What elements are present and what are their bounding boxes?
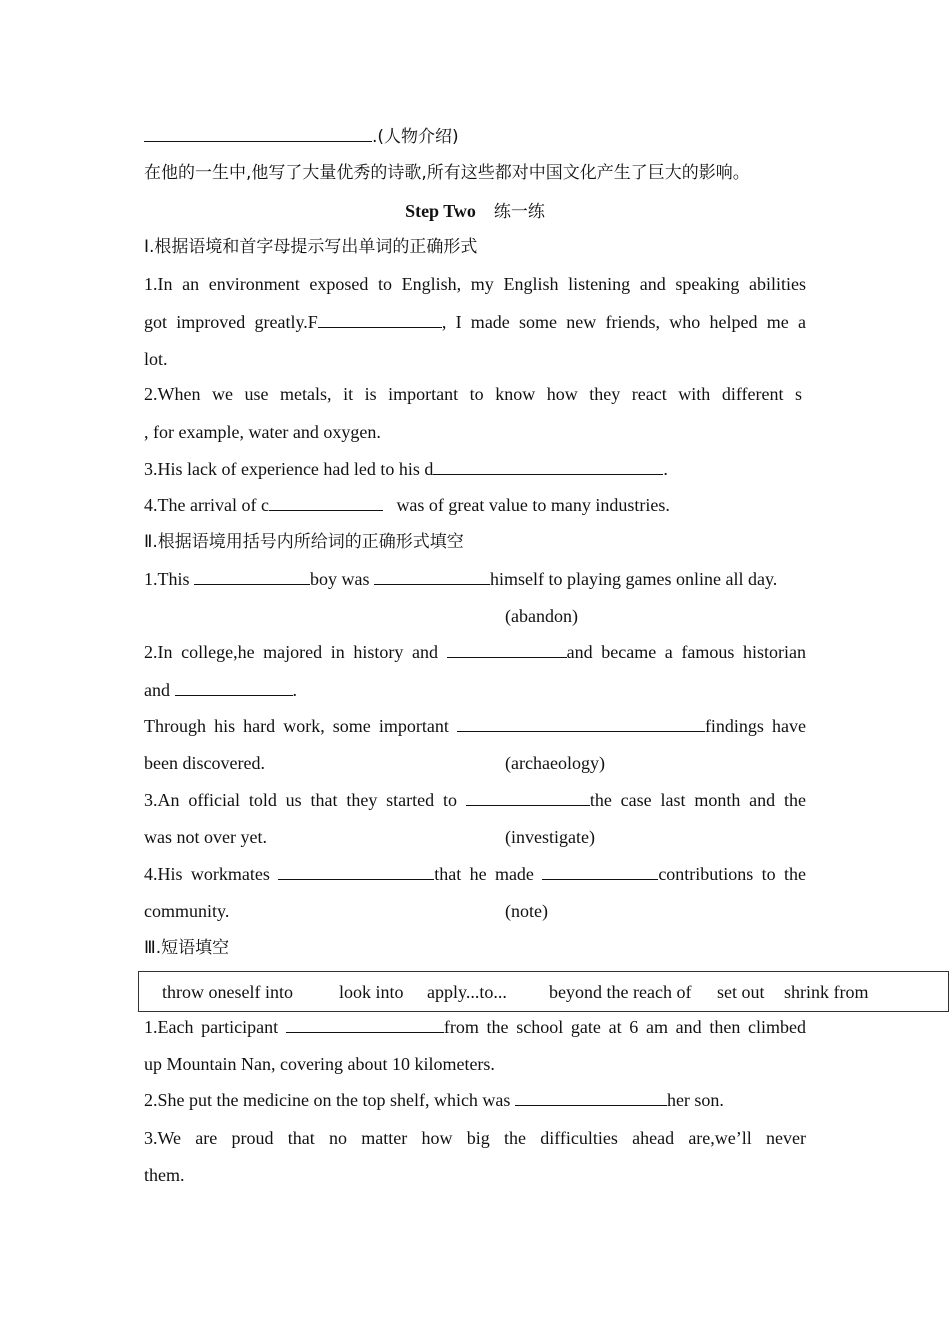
s1-q4: [144, 493, 806, 517]
step-title-en: Step Two: [405, 201, 476, 221]
s3-q1-line1: [144, 1015, 806, 1039]
s2-q1: [144, 567, 806, 591]
s2-q4-text-c: contributions to the: [658, 864, 807, 884]
answer-blank[interactable]: [286, 1015, 444, 1033]
section3-heading: Ⅲ.短语填空: [144, 938, 230, 958]
s3-q1-text-a: 1.Each participant: [144, 1017, 279, 1037]
s2-q3-text-b: the case last month and the: [589, 790, 806, 810]
s1-q2-line1: 2.When we use metals, it is important to know how they react with different s: [144, 384, 802, 404]
s3-q3-line1: 3.We are proud that no matter how big the difficulties ahead are,we’ll never: [144, 1128, 806, 1148]
s2-q3-text-c: was not over yet.: [144, 827, 267, 847]
intro-hint: .(人物介绍): [372, 127, 459, 147]
s2-q1-text-a: 1.This: [144, 569, 190, 589]
answer-blank[interactable]: [542, 862, 658, 880]
s3-q1-text-b: from the school gate at 6 am and then climbed: [443, 1017, 806, 1037]
answer-blank[interactable]: [318, 310, 442, 328]
phrase-box: [138, 971, 949, 1012]
s1-q1-line1: 1.In an environment exposed to English, my English listening and speaking abilities: [144, 274, 806, 294]
s2-q3-hint: (investigate): [505, 827, 595, 847]
s1-q1-text-b: , I made some new friends, who helped me a: [441, 312, 806, 332]
s1-q3-text-a: 3.His lack of experience had led to his d: [144, 459, 434, 479]
s2-q2-text-e: Through his hard work, some important: [144, 716, 449, 736]
s2-q2-hint: (archaeology): [505, 753, 605, 773]
s2-q4-text-d: community.: [144, 901, 230, 921]
s1-q3: [144, 457, 806, 481]
answer-blank[interactable]: [278, 862, 434, 880]
s2-q2-line2: [144, 678, 806, 702]
s2-q2-text-a: 2.In college,he majored in history and: [144, 642, 438, 662]
s2-q2-line3: [144, 714, 806, 738]
s2-q2-text-f: findings have: [704, 716, 806, 736]
answer-blank[interactable]: [374, 567, 490, 585]
phrase-item: look into: [339, 982, 404, 1002]
s2-q2-text-b: and became a famous historian: [566, 642, 807, 662]
answer-blank[interactable]: [466, 788, 590, 806]
s2-q2-text-c: and: [144, 680, 170, 700]
s3-q3-line2: them.: [144, 1165, 185, 1185]
s1-q4-text-b: was of great value to many industries.: [396, 495, 670, 515]
answer-blank[interactable]: [515, 1088, 667, 1106]
s3-q2-text-b: her son.: [666, 1090, 724, 1110]
phrase-item: beyond the reach of: [549, 982, 692, 1002]
section1-heading: Ⅰ.根据语境和首字母提示写出单词的正确形式: [144, 237, 478, 257]
s2-q2-text-g: been discovered.: [144, 753, 265, 773]
step-title: [0, 199, 950, 224]
s2-q1-text-c: himself to playing games online all day.: [490, 569, 778, 589]
s3-q2-text-a: 2.She put the medicine on the top shelf, which was: [144, 1090, 511, 1110]
s2-q2-line1: [144, 640, 806, 664]
s2-q4-line1: [144, 862, 806, 886]
phrase-item: set out: [717, 982, 765, 1002]
s2-q3-text-a: 3.An official told us that they started to: [144, 790, 457, 810]
s1-q1-line3: lot.: [144, 349, 168, 369]
answer-blank[interactable]: [175, 678, 293, 696]
s2-q1-text-b: boy was: [310, 569, 370, 589]
intro-sentence: 在他的一生中,他写了大量优秀的诗歌,所有这些都对中国文化产生了巨大的影响。: [144, 163, 750, 183]
answer-blank[interactable]: [194, 567, 310, 585]
s3-q2: [144, 1088, 806, 1112]
phrase-item: apply...to...: [427, 982, 507, 1002]
s1-q4-text-a: 4.The arrival of c: [144, 495, 269, 515]
s2-q4-text-a: 4.His workmates: [144, 864, 270, 884]
answer-blank[interactable]: [433, 457, 663, 475]
intro-line: [144, 124, 806, 149]
phrase-item: throw oneself into: [162, 982, 293, 1002]
s2-q4-text-b: that he made: [434, 864, 534, 884]
s2-q2-text-d: .: [292, 680, 297, 700]
answer-blank[interactable]: [457, 714, 705, 732]
s3-q1-line2: up Mountain Nan, covering about 10 kilometers.: [144, 1054, 495, 1074]
step-title-cn: 练一练: [493, 202, 545, 222]
section2-heading: Ⅱ.根据语境用括号内所给词的正确形式填空: [144, 532, 464, 552]
s2-q1-hint: (abandon): [505, 606, 578, 626]
s1-q2-line2: , for example, water and oxygen.: [144, 422, 381, 442]
answer-blank[interactable]: [269, 493, 383, 511]
s1-q1-line2: [144, 310, 806, 334]
answer-blank[interactable]: [144, 124, 372, 142]
s1-q3-text-b: .: [663, 459, 668, 479]
s2-q3-line1: [144, 788, 806, 812]
answer-blank[interactable]: [447, 640, 567, 658]
s1-q1-text-a: got improved greatly.F: [144, 312, 318, 332]
phrase-item: shrink from: [784, 982, 869, 1002]
s2-q4-hint: (note): [505, 901, 548, 921]
